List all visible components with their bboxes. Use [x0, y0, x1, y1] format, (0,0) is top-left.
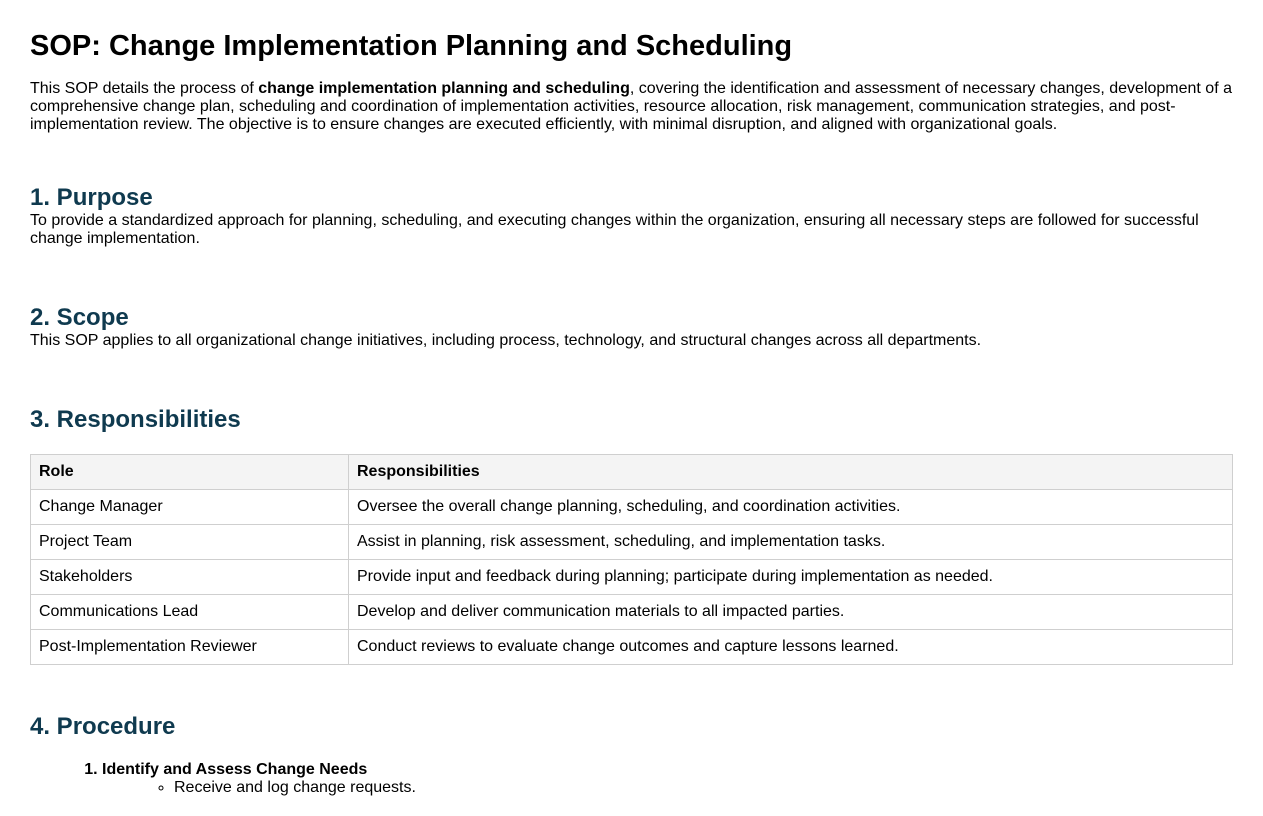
role-cell: Change Manager	[31, 490, 349, 525]
procedure-substep: ◦ Receive and log change requests.	[174, 779, 1233, 797]
purpose-text: To provide a standardized approach for planning, scheduling, and executing changes within the organization, ensuring all necessary steps are followed for successful change implementation.	[30, 212, 1199, 247]
section-heading-responsibilities: 3. Responsibilities	[30, 406, 241, 433]
responsibilities-table	[30, 454, 1233, 665]
intro-text-start: This SOP details the process of	[30, 80, 259, 97]
role-cell: Communications Lead	[31, 595, 349, 630]
table-row	[31, 560, 1233, 595]
intro-paragraph	[30, 80, 1233, 134]
role-cell: Project Team	[31, 525, 349, 560]
intro-text-end: , covering the identification and assessment of necessary changes, development of a comprehensive change plan, scheduling and coordination of implementation activities, resource allocation, risk management, communication strategies, and post-implementation review. The objective is to ensure changes are executed efficiently, with minimal disruption, and aligned with organizational goals.	[30, 80, 1232, 133]
section-heading-scope: 2. Scope	[30, 304, 129, 331]
responsibility-cell: Conduct reviews to evaluate change outcomes and capture lessons learned.	[349, 630, 1233, 665]
responsibility-cell: Oversee the overall change planning, scheduling, and coordination activities.	[349, 490, 1233, 525]
section-heading-procedure: 4. Procedure	[30, 713, 176, 740]
table-header-row	[31, 455, 1233, 490]
procedure-step	[102, 761, 1233, 797]
procedure-substep-list	[102, 779, 1233, 797]
role-cell: Post-Implementation Reviewer	[31, 630, 349, 665]
role-cell: Stakeholders	[31, 560, 349, 595]
page-title: SOP: Change Implementation Planning and Scheduling	[30, 30, 793, 62]
procedure-step-title: Identify and Assess Change Needs	[102, 761, 368, 778]
table-row	[31, 630, 1233, 665]
intro-emphasis: change implementation planning and scheduling	[258, 80, 630, 97]
responsibility-cell: Assist in planning, risk assessment, scheduling, and implementation tasks.	[349, 525, 1233, 560]
procedure-list	[30, 761, 1233, 797]
table-row	[31, 490, 1233, 525]
responsibility-cell: Develop and deliver communication materials to all impacted parties.	[349, 595, 1233, 630]
scope-text: This SOP applies to all organizational change initiatives, including process, technology, and structural changes across all departments.	[30, 332, 982, 349]
column-header-responsibilities: Responsibilities	[349, 455, 1233, 490]
column-header-role: Role	[31, 455, 349, 490]
table-row	[31, 595, 1233, 630]
section-heading-purpose: 1. Purpose	[30, 184, 153, 211]
table-row	[31, 525, 1233, 560]
responsibility-cell: Provide input and feedback during planning; participate during implementation as needed.	[349, 560, 1233, 595]
